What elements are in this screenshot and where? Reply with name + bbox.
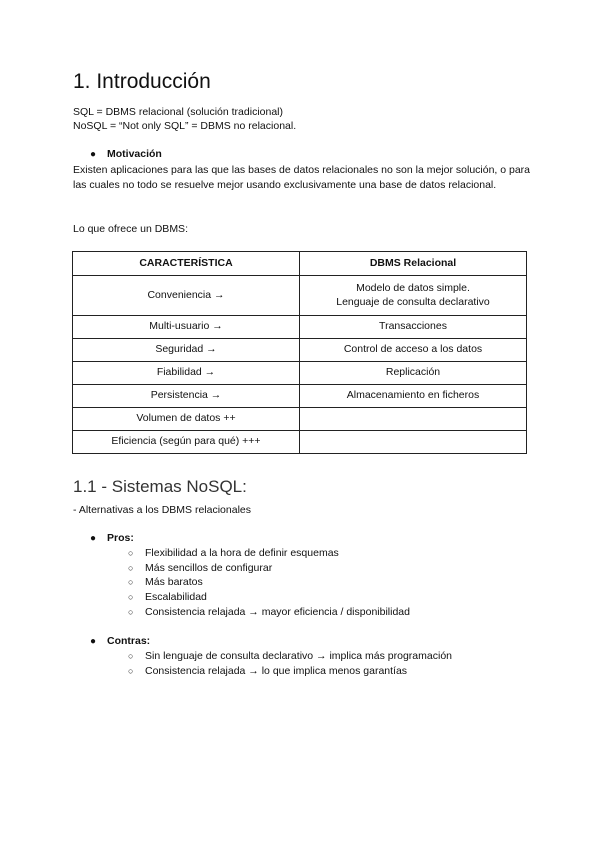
pros-item: Más baratos — [145, 576, 203, 588]
nosql-intro: - Alternativas a los DBMS relacionales — [73, 504, 251, 516]
cons-heading: Contras: — [107, 635, 151, 647]
circle-bullet-icon: ○ — [128, 607, 134, 617]
features-table — [72, 251, 527, 454]
table-cell: Replicación — [300, 362, 527, 385]
table-row — [73, 431, 527, 454]
circle-bullet-icon: ○ — [128, 592, 134, 602]
table-cell: Transacciones — [300, 316, 527, 339]
table-cell — [300, 408, 527, 431]
pros-item: Flexibilidad a la hora de definir esquemas — [145, 547, 339, 559]
pros-item: Más sencillos de configurar — [145, 562, 273, 574]
circle-bullet-icon: ○ — [128, 651, 134, 661]
bullet-icon: ● — [90, 149, 97, 160]
nosql-title: 1.1 - Sistemas NoSQL: — [73, 477, 247, 496]
table-cell: Eficiencia (según para qué) +++ — [73, 431, 300, 454]
table-row — [73, 276, 527, 316]
table-cell: Persistencia → — [73, 385, 300, 408]
circle-bullet-icon: ○ — [128, 563, 134, 573]
circle-bullet-icon: ○ — [128, 548, 134, 558]
circle-bullet-icon: ○ — [128, 577, 134, 587]
cons-item: Consistencia relajada → lo que implica menos garantías — [145, 665, 408, 677]
circle-bullet-icon: ○ — [128, 666, 134, 676]
table-header-row — [73, 252, 527, 276]
table-row — [73, 408, 527, 431]
table-cell: Conveniencia → — [73, 276, 300, 316]
table-row — [73, 362, 527, 385]
motivation-heading: Motivación — [107, 148, 162, 160]
nosql-definition: NoSQL = “Not only SQL” = DBMS no relacional. — [73, 120, 297, 132]
section-title: 1. Introducción — [73, 70, 211, 93]
table-cell: Almacenamiento en ficheros — [300, 385, 527, 408]
table-header: DBMS Relacional — [300, 252, 527, 276]
table-cell: Multi-usuario → — [73, 316, 300, 339]
table-row — [73, 385, 527, 408]
table-cell — [300, 431, 527, 454]
sql-definition: SQL = DBMS relacional (solución tradicional) — [73, 106, 283, 118]
dbms-intro: Lo que ofrece un DBMS: — [73, 223, 188, 235]
bullet-icon: ● — [90, 636, 97, 647]
table-cell: Seguridad → — [73, 339, 300, 362]
bullet-icon: ● — [90, 533, 97, 544]
pros-item: Escalabilidad — [145, 591, 207, 603]
cons-item: Sin lenguaje de consulta declarativo → implica más programación — [145, 650, 452, 662]
table-cell: Volumen de datos ++ — [73, 408, 300, 431]
table-header: CARACTERÍSTICA — [73, 252, 300, 276]
motivation-text: Existen aplicaciones para las que las bases de datos relacionales no son la mejor solución, o para las cuales no todo se resuelve mejor usando exclusivamente una base de datos relacional. — [73, 164, 531, 191]
table-row — [73, 316, 527, 339]
pros-item: Consistencia relajada → mayor eficiencia / disponibilidad — [145, 606, 410, 618]
pros-heading: Pros: — [107, 532, 134, 544]
table-cell: Fiabilidad → — [73, 362, 300, 385]
table-cell: Control de acceso a los datos — [300, 339, 527, 362]
table-cell: Modelo de datos simple. Lenguaje de consulta declarativo — [300, 276, 527, 316]
table-row — [73, 339, 527, 362]
